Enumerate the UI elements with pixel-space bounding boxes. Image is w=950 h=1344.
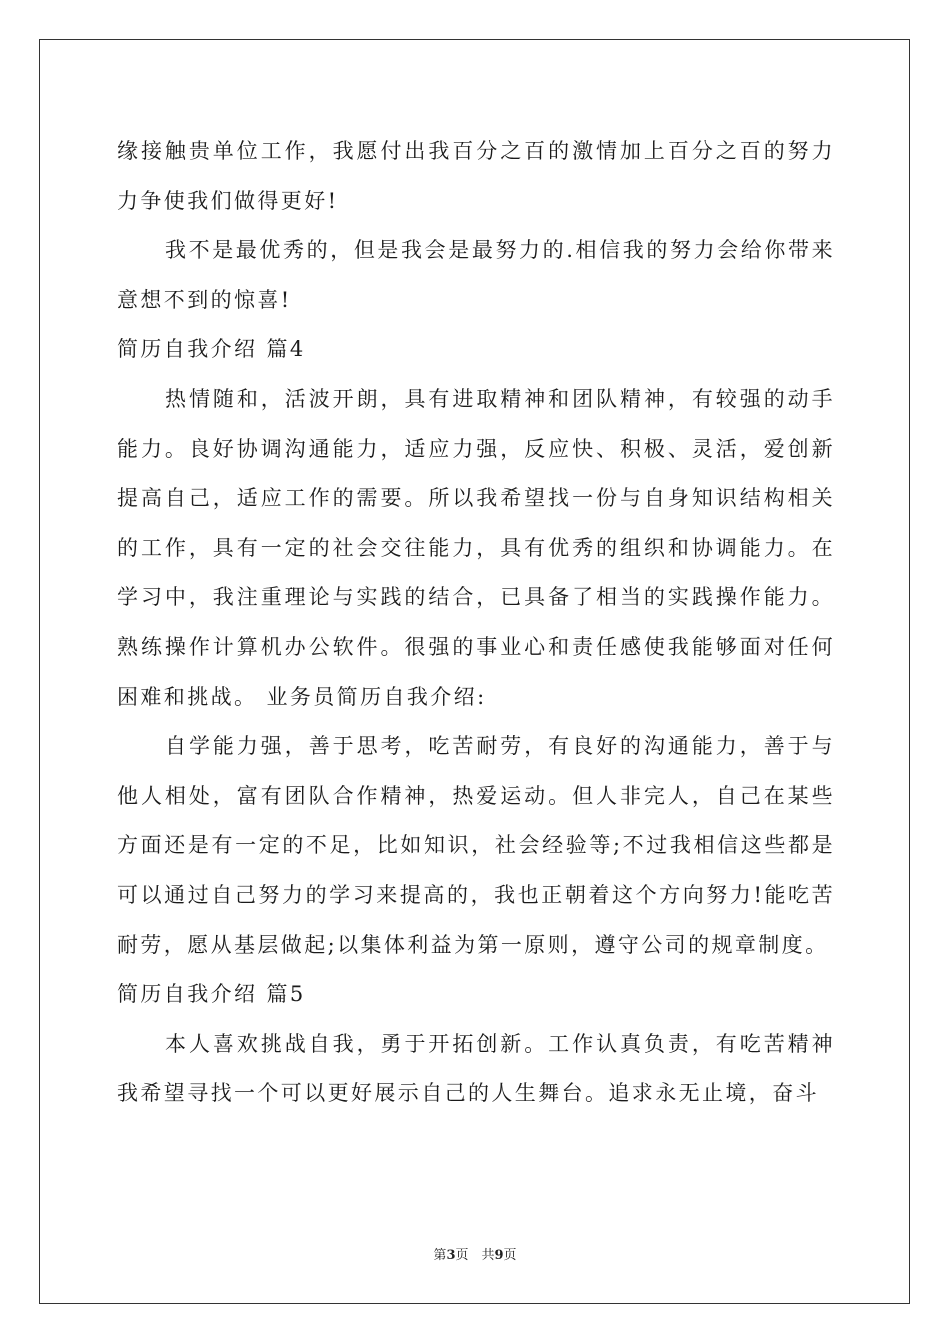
document-body — [117, 127, 835, 1119]
footer-middle: 页 共 — [455, 1248, 495, 1263]
section-heading: 简历自我介绍 篇4 — [117, 337, 306, 362]
page-footer — [0, 1244, 950, 1263]
footer-prefix: 第 — [433, 1248, 447, 1263]
body-paragraph: 我不是最优秀的，但是我会是最努力的.相信我的努力会给你带来意想不到的惊喜! — [117, 238, 835, 312]
body-paragraph: 本人喜欢挑战自我，勇于开拓创新。工作认真负责，有吃苦精神我希望寻找一个可以更好展示自己的人生舞台。追求永无止境，奋斗 — [117, 1031, 835, 1106]
current-page-number: 3 — [446, 1248, 456, 1263]
body-paragraph: 自学能力强，善于思考，吃苦耐劳，有良好的沟通能力，善于与他人相处，富有团队合作精神，热爱运动。但人非完人，自己在某些方面还是有一定的不足，比如知识，社会经验等;不过我相信这些都是可以通过自己努力的学习来提高的，我也正朝着这个方向努力!能吃苦耐劳，愿从基层做起;以集体利益为第一原则，遵守公司的规章制度。 — [117, 734, 835, 957]
total-page-count: 9 — [494, 1248, 504, 1263]
body-paragraph: 缘接触贵单位工作，我愿付出我百分之百的激情加上百分之百的努力力争使我们做得更好! — [117, 139, 835, 213]
footer-suffix: 页 — [503, 1248, 517, 1263]
section-heading: 简历自我介绍 篇5 — [117, 982, 306, 1007]
body-paragraph: 热情随和，活波开朗，具有进取精神和团队精神，有较强的动手能力。良好协调沟通能力，适应力强，反应快、积极、灵活，爱创新提高自己，适应工作的需要。所以我希望找一份与自身知识结构相关的工作，具有一定的社会交往能力，具有优秀的组织和协调能力。在学习中，我注重理论与实践的结合，已具备了相当的实践操作能力。熟练操作计算机办公软件。很强的事业心和责任感使我能够面对任何困难和挑战。 业务员简历自我介绍: — [117, 386, 835, 709]
